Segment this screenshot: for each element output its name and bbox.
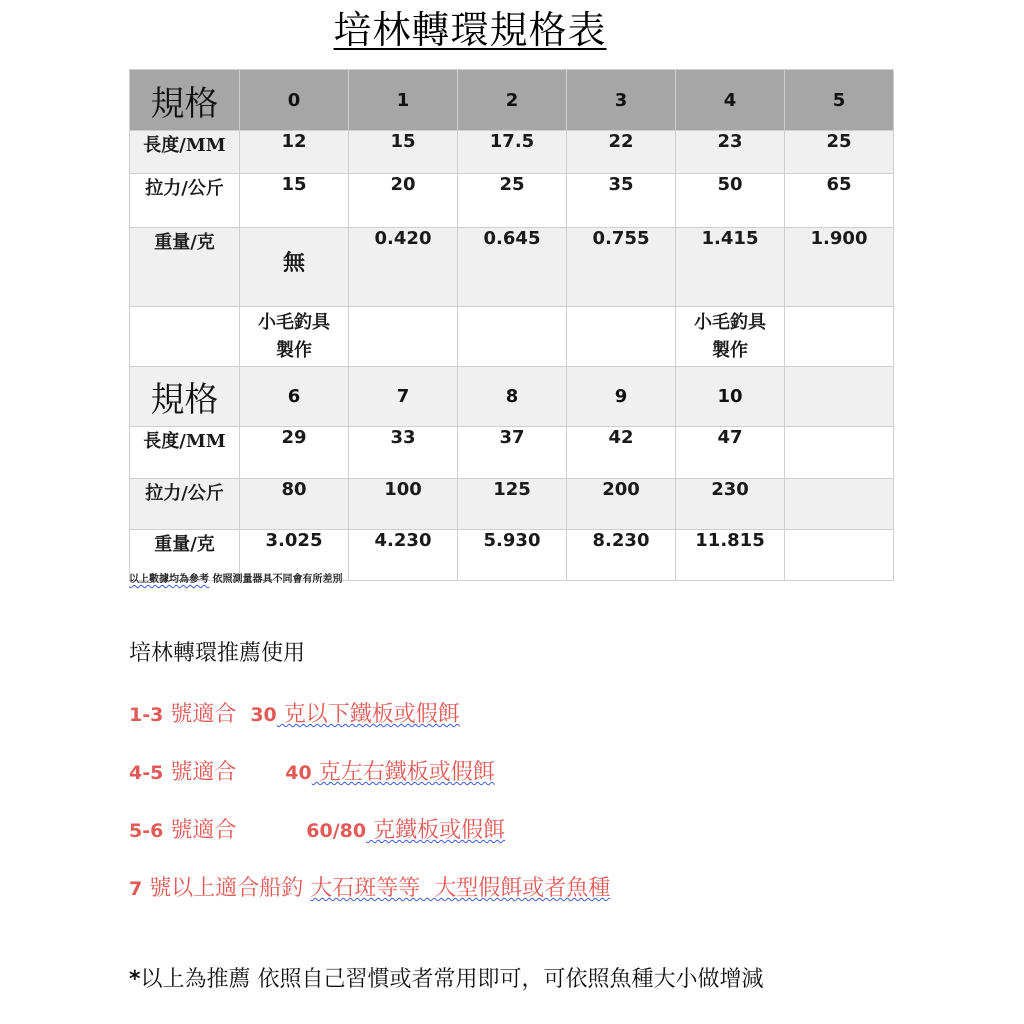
size-cell: 1 — [349, 70, 458, 131]
table-cell: 23 — [676, 131, 785, 174]
recommend-size: 1-3 — [129, 704, 164, 726]
recommend-text: 克以下鐵板或假餌 — [276, 702, 460, 727]
page-title: 培林轉環規格表 — [333, 8, 607, 52]
recommend-text: 號適合 — [163, 702, 251, 727]
table-cell: 1.415 — [676, 228, 785, 307]
table-cell: 5.930 — [458, 530, 567, 581]
maker-note: 小毛釣具 製作 — [676, 307, 785, 367]
row-label: 長度/MM — [130, 131, 240, 174]
table-row-length — [130, 427, 894, 479]
table-cell: 80 — [240, 479, 349, 530]
table-cell: 65 — [785, 174, 894, 228]
table-cell-empty — [785, 367, 894, 427]
size-cell: 3 — [567, 70, 676, 131]
table-cell: 42 — [567, 427, 676, 479]
recommend-line-4 — [129, 871, 610, 902]
size-cell: 9 — [567, 367, 676, 427]
table-cell: 4.230 — [349, 530, 458, 581]
recommend-line-2 — [129, 755, 495, 786]
table-cell: 12 — [240, 131, 349, 174]
recommend-title: 培林轉環推薦使用 — [129, 641, 306, 666]
table-header-row-1 — [130, 70, 894, 131]
table-cell: 125 — [458, 479, 567, 530]
table-cell-empty — [567, 307, 676, 367]
table-row-length — [130, 131, 894, 174]
table-cell: 20 — [349, 174, 458, 228]
table-cell-empty — [130, 307, 240, 367]
recommend-text: 號適合 — [163, 760, 286, 785]
table-row-pull — [130, 479, 894, 530]
table-cell: 100 — [349, 479, 458, 530]
table-cell: 無 — [240, 228, 349, 307]
spec-table — [129, 69, 894, 581]
size-cell: 5 — [785, 70, 894, 131]
table-row-weight — [130, 228, 894, 307]
row-label: 長度/MM — [130, 427, 240, 479]
table-cell: 35 — [567, 174, 676, 228]
table-cell-empty — [785, 307, 894, 367]
footer-text: 以上為推薦 依照自己習慣或者常用即可，可依照魚種大小做增減 — [140, 967, 764, 992]
table-cell: 200 — [567, 479, 676, 530]
table-cell: 11.815 — [676, 530, 785, 581]
footer-note — [129, 962, 764, 993]
size-cell: 4 — [676, 70, 785, 131]
note-part-1: 以上數據均為參考 — [129, 574, 209, 585]
table-cell-empty — [785, 479, 894, 530]
recommend-text: 大石斑等等 大型假餌或者魚種 — [310, 876, 611, 901]
recommend-weight: 40 — [285, 762, 312, 784]
recommend-text: 號以上適合船釣 — [142, 876, 311, 901]
header-label: 規格 — [130, 367, 240, 427]
table-cell: 22 — [567, 131, 676, 174]
table-cell: 0.420 — [349, 228, 458, 307]
table-cell: 1.900 — [785, 228, 894, 307]
reference-note — [129, 570, 342, 585]
table-cell: 50 — [676, 174, 785, 228]
size-cell: 10 — [676, 367, 785, 427]
table-cell-empty — [785, 530, 894, 581]
row-label: 重量/克 — [130, 228, 240, 307]
table-cell-empty — [785, 427, 894, 479]
size-cell: 7 — [349, 367, 458, 427]
table-cell: 37 — [458, 427, 567, 479]
table-row-pull — [130, 174, 894, 228]
table-cell: 29 — [240, 427, 349, 479]
table-cell: 47 — [676, 427, 785, 479]
table-cell: 230 — [676, 479, 785, 530]
table-cell-empty — [349, 307, 458, 367]
size-cell: 6 — [240, 367, 349, 427]
table-row-maker — [130, 307, 894, 367]
recommend-line-3 — [129, 813, 505, 844]
size-cell: 0 — [240, 70, 349, 131]
table-cell: 17.5 — [458, 131, 567, 174]
table-cell: 25 — [458, 174, 567, 228]
table-cell-empty — [458, 307, 567, 367]
recommend-text: 號適合 — [163, 818, 307, 843]
recommend-size: 7 — [129, 878, 143, 900]
table-cell: 25 — [785, 131, 894, 174]
table-cell: 15 — [349, 131, 458, 174]
recommend-text: 克左右鐵板或假餌 — [311, 760, 495, 785]
table-cell: 0.755 — [567, 228, 676, 307]
size-cell: 8 — [458, 367, 567, 427]
row-label: 拉力/公斤 — [130, 479, 240, 530]
row-label: 重量/克 — [130, 530, 240, 581]
note-part-2: 依照測量器具不同會有所差別 — [209, 574, 343, 585]
recommend-weight: 60/80 — [306, 820, 367, 842]
table-cell: 8.230 — [567, 530, 676, 581]
recommend-weight: 30 — [250, 704, 277, 726]
recommend-size: 4-5 — [129, 762, 164, 784]
table-cell: 33 — [349, 427, 458, 479]
recommend-line-1 — [129, 697, 460, 728]
recommend-text: 克鐵板或假餌 — [366, 818, 506, 843]
table-cell: 0.645 — [458, 228, 567, 307]
table-header-row-2 — [130, 367, 894, 427]
table-cell: 3.025 — [240, 530, 349, 581]
footer-star: * — [129, 967, 141, 992]
recommend-size: 5-6 — [129, 820, 164, 842]
table-cell: 15 — [240, 174, 349, 228]
header-label: 規格 — [130, 70, 240, 131]
size-cell: 2 — [458, 70, 567, 131]
maker-note: 小毛釣具 製作 — [240, 307, 349, 367]
row-label: 拉力/公斤 — [130, 174, 240, 228]
